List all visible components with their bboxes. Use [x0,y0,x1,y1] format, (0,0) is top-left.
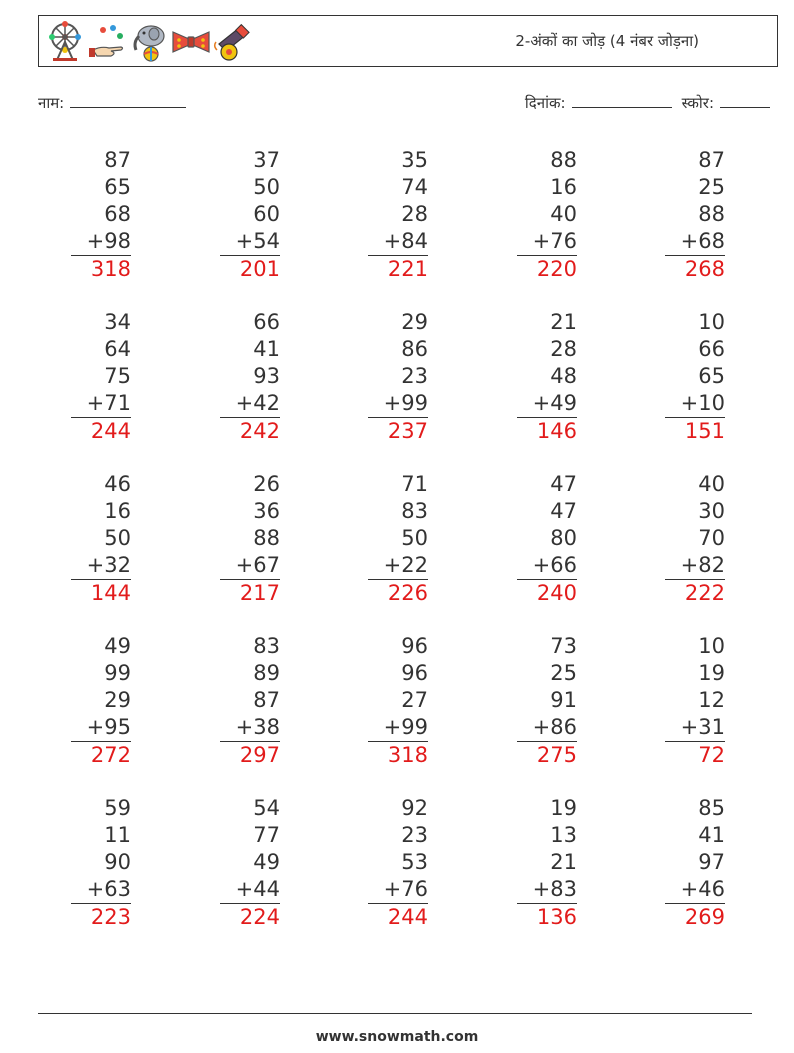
addend-1: 96 [401,634,428,658]
header-icons [45,20,253,62]
addend-3: 49 [253,850,280,874]
addend-3: 48 [550,364,577,388]
addend-2: 99 [104,661,131,685]
addend-4: +82 [665,552,725,580]
answer: 224 [239,905,280,929]
name-label: नाम: [38,94,65,112]
addend-2: 11 [104,823,131,847]
addition-problem [71,147,131,283]
addition-problem [665,471,725,607]
addend-3: 88 [698,202,725,226]
bow-tie-icon [171,20,211,62]
addend-3: 29 [104,688,131,712]
addend-2: 16 [104,499,131,523]
addend-4: +67 [220,552,280,580]
addend-4: +46 [665,876,725,904]
circus-cannon-icon [213,20,253,62]
addend-2: 25 [698,175,725,199]
addend-4: +98 [71,228,131,256]
addition-problem [368,309,428,445]
addend-3: 28 [401,202,428,226]
addend-1: 83 [253,634,280,658]
addition-problem [220,471,280,607]
answer: 244 [90,419,131,443]
addend-4: +32 [71,552,131,580]
addend-3: 23 [401,364,428,388]
addend-3: 70 [698,526,725,550]
name-field [38,92,186,113]
ferris-wheel-icon [45,20,85,62]
answer: 144 [90,581,131,605]
juggling-hand-icon [87,20,127,62]
addend-2: 89 [253,661,280,685]
addend-1: 34 [104,310,131,334]
addend-3: 68 [104,202,131,226]
answer: 268 [684,257,725,281]
footer-divider [38,1013,752,1014]
addend-4: +84 [368,228,428,256]
answer: 222 [684,581,725,605]
answer: 244 [387,905,428,929]
addend-2: 64 [104,337,131,361]
addend-4: +68 [665,228,725,256]
addend-2: 86 [401,337,428,361]
answer: 318 [90,257,131,281]
addition-problem [220,795,280,931]
answer: 240 [536,581,577,605]
answer: 220 [536,257,577,281]
addend-2: 19 [698,661,725,685]
footer-site: www.snowmath.com [315,1029,479,1045]
addend-4: +95 [71,714,131,742]
addend-4: +10 [665,390,725,418]
addend-4: +83 [517,876,577,904]
addition-problem [665,147,725,283]
addition-problem [517,633,577,769]
addend-1: 35 [401,148,428,172]
answer: 275 [536,743,577,767]
answer: 221 [387,257,428,281]
addend-3: 27 [401,688,428,712]
score-label: स्कोर: [681,94,714,112]
addend-4: +76 [368,876,428,904]
addend-4: +49 [517,390,577,418]
addend-1: 19 [550,796,577,820]
addend-2: 65 [104,175,131,199]
addend-1: 59 [104,796,131,820]
addend-3: 97 [698,850,725,874]
addend-2: 83 [401,499,428,523]
addend-3: 53 [401,850,428,874]
addend-4: +31 [665,714,725,742]
addend-1: 71 [401,472,428,496]
answer: 226 [387,581,428,605]
addition-problem [71,795,131,931]
answer: 151 [684,419,725,443]
addition-problem [665,795,725,931]
addition-problem [220,147,280,283]
addend-2: 23 [401,823,428,847]
circus-elephant-icon [129,20,169,62]
answer: 318 [387,743,428,767]
addend-4: +99 [368,390,428,418]
addend-3: 87 [253,688,280,712]
addend-3: 90 [104,850,131,874]
addend-2: 41 [698,823,725,847]
addition-problem [220,309,280,445]
addend-3: 93 [253,364,280,388]
addend-3: 60 [253,202,280,226]
answer: 146 [536,419,577,443]
addend-2: 77 [253,823,280,847]
addend-1: 37 [253,148,280,172]
addend-2: 16 [550,175,577,199]
addend-2: 30 [698,499,725,523]
addend-2: 66 [698,337,725,361]
addend-1: 92 [401,796,428,820]
addend-3: 65 [698,364,725,388]
addend-1: 10 [698,634,725,658]
addend-1: 85 [698,796,725,820]
addend-3: 40 [550,202,577,226]
addend-2: 96 [401,661,428,685]
addend-4: +71 [71,390,131,418]
addend-2: 74 [401,175,428,199]
addend-2: 28 [550,337,577,361]
addend-3: 75 [104,364,131,388]
addend-1: 29 [401,310,428,334]
addition-problem [368,795,428,931]
addition-problem [220,633,280,769]
addition-problem [368,147,428,283]
addend-1: 88 [550,148,577,172]
date-score-fields [525,92,770,113]
addition-problem [71,309,131,445]
answer: 242 [239,419,280,443]
addend-4: +42 [220,390,280,418]
addend-2: 50 [253,175,280,199]
addend-2: 36 [253,499,280,523]
answer: 217 [239,581,280,605]
addend-1: 87 [104,148,131,172]
answer: 72 [698,743,725,767]
answer: 201 [239,257,280,281]
answer: 297 [239,743,280,767]
addend-2: 13 [550,823,577,847]
addend-1: 49 [104,634,131,658]
addend-4: +99 [368,714,428,742]
addend-4: +66 [517,552,577,580]
addend-3: 12 [698,688,725,712]
addition-problem [665,309,725,445]
addend-1: 10 [698,310,725,334]
answer: 223 [90,905,131,929]
addition-problem [71,471,131,607]
score-blank[interactable] [720,92,770,108]
addend-4: +76 [517,228,577,256]
addend-4: +38 [220,714,280,742]
addend-4: +22 [368,552,428,580]
addition-problem [517,471,577,607]
addend-3: 50 [401,526,428,550]
addend-2: 41 [253,337,280,361]
addition-problem [517,795,577,931]
addend-3: 80 [550,526,577,550]
addend-3: 50 [104,526,131,550]
addition-problem [71,633,131,769]
addend-2: 25 [550,661,577,685]
addend-4: +54 [220,228,280,256]
addend-1: 47 [550,472,577,496]
addend-4: +86 [517,714,577,742]
date-blank[interactable] [572,92,672,108]
addition-problem [517,309,577,445]
addend-1: 54 [253,796,280,820]
addition-problem [368,633,428,769]
addend-1: 46 [104,472,131,496]
addend-1: 40 [698,472,725,496]
addend-1: 66 [253,310,280,334]
worksheet-header [38,15,778,67]
worksheet-title: 2-अंकों का जोड़ (4 नंबर जोड़ना) [515,32,699,50]
addend-1: 73 [550,634,577,658]
answer: 269 [684,905,725,929]
addend-1: 21 [550,310,577,334]
addend-1: 26 [253,472,280,496]
addend-2: 47 [550,499,577,523]
answer: 272 [90,743,131,767]
answer: 136 [536,905,577,929]
name-blank[interactable] [70,92,186,108]
date-label: दिनांक: [524,94,566,112]
addend-3: 91 [550,688,577,712]
addition-problem [665,633,725,769]
answer: 237 [387,419,428,443]
addition-problem [517,147,577,283]
addition-problem [368,471,428,607]
addend-4: +63 [71,876,131,904]
addend-3: 21 [550,850,577,874]
addend-1: 87 [698,148,725,172]
addend-4: +44 [220,876,280,904]
addend-3: 88 [253,526,280,550]
